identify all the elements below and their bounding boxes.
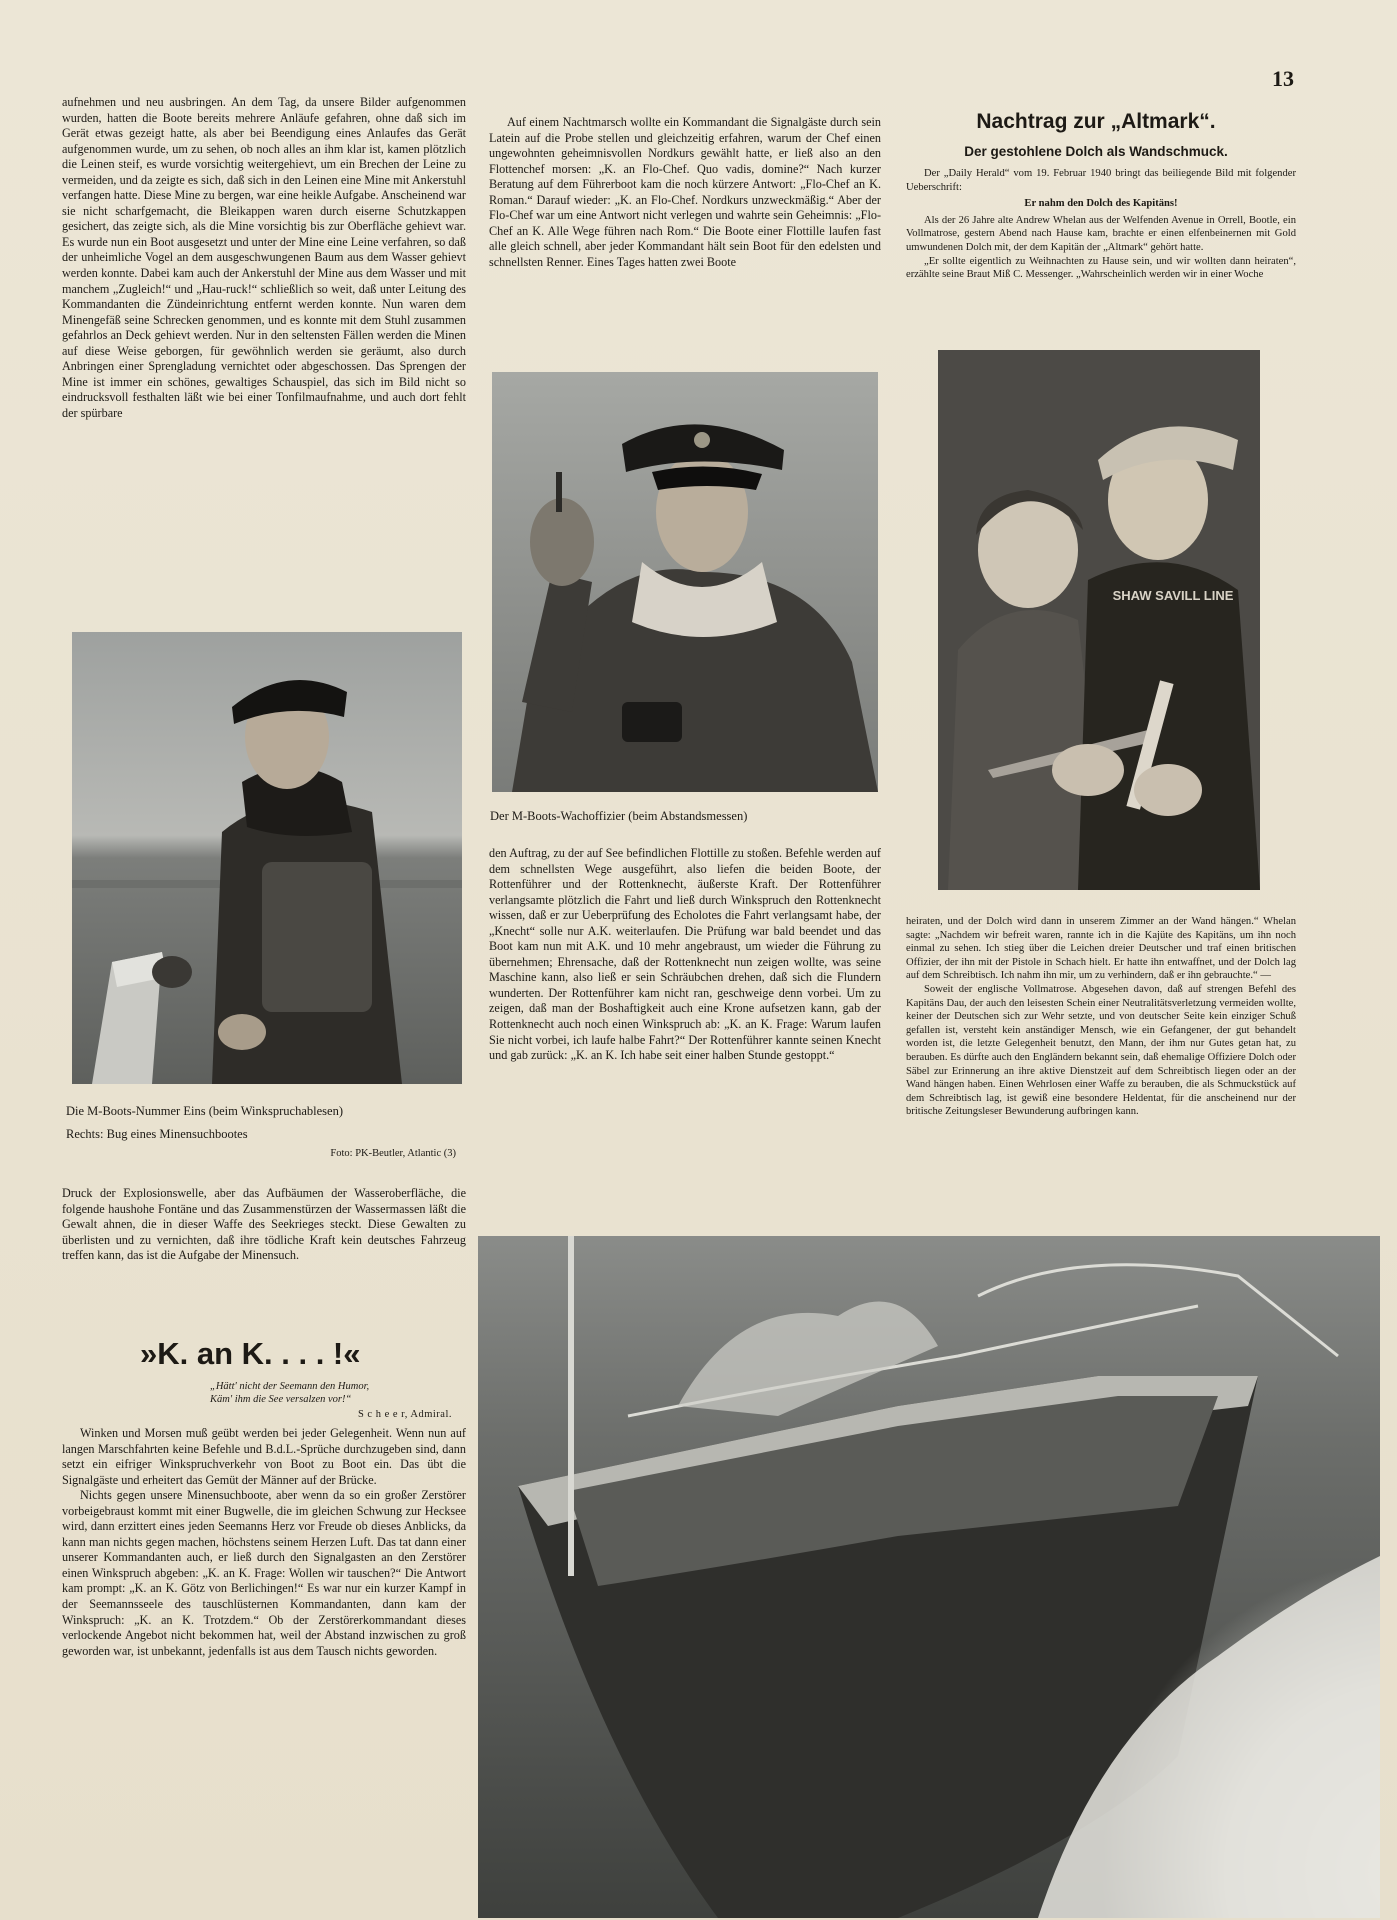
caption-wachoffizier: Der M-Boots-Wachoffizier (beim Abstandsmessen)	[490, 809, 748, 823]
photo-couple-dolch	[938, 350, 1260, 890]
col2-bottom-article	[489, 846, 881, 1206]
sailor-photo-illustration	[72, 632, 462, 1084]
col1-top-text: aufnehmen und neu ausbringen. An dem Tag, da unsere Bilder aufgenommen wurden, hatten die Boote bereits mehrere Anläufe gefahren, ohne daß sich im Gerät etwas gezeigt hatte, als aber bei Beendigung eines Anlaufes das Gerät aufgenommen wurde, um zu sehen, ob noch alles an ihm klar ist, kamen plötzlich die Leinen steif, es wurde vorsichtig weitergehievt, um ein Brechen der Leine zu vermeiden, und da zeigte es sich, daß sich in den Leinen eine Mine mit Ankerstuhl verfangen hatte. Diese Mine zu bergen, war eine heikle Aufgabe. Anscheinend war sie nicht scharfgemacht, die Bleikappen waren durch eiserne Schutzkappen gesichert, das zeigte sich, als die Mine vorsichtig bis zur Oberfläche gehievt war. Es wurde nun ein Boot ausgesetzt und unter der Mine eine Leine verfahren, so daß der unheimliche Vogel an dem ausgeschwungenen Baum aus dem Wasser gehievt werden konnte. Dabei kam auch der Ankerstuhl der Mine aus dem Wasser und mit manchem „Zugleich!“ und „Hau-ruck!“ schließlich so weit, daß unter Leitung des Kommandanten die Zündeinrichtung entfernt werden konnte. Nun waren dem Minengefäß seine Schrecken genommen, und es konnte mit dem Stuhl zusammen gefahrlos an Deck gehievt werden. Nur in den seltensten Fällen werden die Minen auf diese Weise geborgen, für gewöhnlich werden sie geräumt, also durch Anbringen einer Sprengladung vernichtet oder abgeschossen. Das Sprengen der Mine ist immer ein schönes, gewaltiges Schauspiel, das sich im Bild nicht so eindrucksvoll festhalten läßt wie bei einer Tonfilmaufnahme, und auch dort fehlt der spürbare	[62, 95, 466, 420]
col1-bottom-article	[62, 1186, 466, 1316]
col2-top-text: Auf einem Nachtmarsch wollte ein Kommandant die Signalgäste durch sein Latein auf die Probe stellen und gleichzeitig erfahren, warum der Chef einen ungewohnten geheimnisvollen Nordkurs gewählt hatte, er ließ also an den Flottenchef morsen: „K. an Flo-Chef. Quo vadis, domine?“ Nach kurzer Beratung auf dem Führerboot kam die noch kürzere Antwort: „Flo-Chef an K. Roman.“ Darauf wieder: „K. an Flo-Chef. Nordkurs unzweckmäßig.“ Aber der Flo-Chef war um eine Antwort nicht verlegen und wahrte sein Geheimnis: „Flo-Chef an K. Alle Wege führen nach Rom.“ Die Boote einer Flottille laufen fast alle gleich schnell, aber jeder Kommandant hält sein Boot für den edelsten und schnellsten Renner. Eines Tages hatten zwei Boote	[489, 115, 881, 269]
col1-bottom-text: Druck der Explosionswelle, aber das Aufbäumen der Wasseroberfläche, die folgende haushohe Fontäne und das Zusammenstürzen der Wassermassen läßt die Gewalt ahnen, die in dieser Waffe des Seekrieges steckt. Diese Gewalten zu überlisten und zu vernichten, daß ihre tödliche Kraft kein deutsches Fahrzeug treffen kann, das ist die Aufgabe der Minensuch.	[62, 1186, 466, 1263]
kank-para1: Winken und Morsen muß geübt werden bei jeder Gelegenheit. Wenn nun auf langen Marschfahrten keine Befehle und B.d.L.-Sprüche durchzugeben sind, dann setzt ein eifriger Winkspruchverkehr von Boot zu Boot ein. Das übt die Signalgäste und erheitert das Gemüt der Männer auf der Brücke.	[62, 1426, 466, 1487]
altmark-heading: Nachtrag zur „Altmark“.	[976, 110, 1216, 133]
photo-bug-minensuchboot	[478, 1236, 1380, 1918]
officer-photo-illustration	[492, 372, 878, 792]
kank-quote-line2: Käm' ihm die See versalzen vor!“	[210, 1394, 352, 1405]
kank-para2: Nichts gegen unsere Minensuchboote, aber wenn da so ein großer Zerstörer vorbeigebraust kommt mit einer Bugwelle, die im gleichen Schwung zur Hecksee wird, dann erzittert eines jeden Seemanns Herz vor Freude ob dieses Anblicks, da kann man nichts gegen machen, höchstens seinem Herzen Luft. Das tat dann einer unserer Kommandanten auch, er ließ durch den Signalgasten an den Zerstörer einen Winkspruch abgeben: „K. an K. Frage: Wollen wir tauschen?“ Die Antwort kam prompt: „K. an K. Götz von Berlichingen!“ Es war nur ein kurzer Kampf in der Seemannsseele des tauschlüsternen Kommandanten, dann kam der Winkspruch: „K. an K. Trotzdem.“ Ob der Zerstörerkommandant dieses verlockende Angebot nicht bekommen hat, weil der Abstand inzwischen zu groß geworden war, ist unbekannt, jedenfalls ist aus dem Tausch nichts geworden.	[62, 1488, 466, 1658]
caption-rechts-bug: Rechts: Bug eines Minensuchbootes	[66, 1127, 248, 1141]
kank-quote-author: S c h e e r, Admiral.	[357, 1409, 452, 1420]
photo-credit: Foto: PK-Beutler, Atlantic (3)	[330, 1148, 456, 1159]
altmark-intro: Der „Daily Herald“ vom 19. Februar 1940 bringt das beiliegende Bild mit folgender Ueberschrift:	[906, 168, 1296, 193]
photo-m-boots-nummer-eins	[72, 632, 462, 1084]
couple-photo-illustration	[938, 350, 1260, 890]
altmark-sub2: Er nahm den Dolch des Kapitäns!	[1024, 198, 1178, 210]
col2-bottom-text: den Auftrag, zu der auf See befindlichen Flottille zu stoßen. Befehle werden auf dem schnellsten Wege ausgeführt, also liefen die beiden Boote, der Rottenführer und der Rottenknecht, äußerste Kraft. Der Rottenführer verlangsamte plötzlich die Fahrt und ließ durch Winkspruch den Rottenknecht wissen, daß er zur Ueberprüfung des Echolotes die Fahrt verlangsamt habe, der „Knecht“ solle nur A.K. weiterlaufen. Die Prüfung war bald beendet und das Boot kam nun mit A.K. und 10 mehr angebraust, um wieder die Führung zu übernehmen; Ehrensache, daß der Rottenknecht nun zeigen wollte, was seine Maschine kann, also ließ er sein Schräubchen drehen, daß sich die Flundern wunderten. Der Rottenführer kam nicht ran, geschweige denn vorbei. Um zu zeigen, daß man der Boshaftigkeit auch eine Krone aufsetzen kann, gab der Rottenknecht auch noch einen Winkspruch ab: „K. an K. Frage: Warum laufen Sie nicht vorbei, ich laufe halbe Fahrt?“ Der Rottenführer kannte seinen Knecht und gab zurück: „K. an K. Ich habe seit einer halben Stunde gestoppt.“	[489, 846, 881, 1063]
ship-bow-photo-illustration	[478, 1236, 1380, 1918]
altmark-article-bottom	[906, 915, 1296, 1183]
page-number: 13	[1272, 66, 1294, 91]
altmark-subheading: Der gestohlene Dolch als Wandschmuck.	[964, 144, 1228, 159]
col2-top-article	[489, 115, 881, 355]
altmark-article-top	[906, 167, 1296, 297]
altmark-cont: heiraten, und der Dolch wird dann in unserem Zimmer an der Wand hängen.“ Whelan sagte: „Nachdem wir befreit waren, rannte ich in die Kajüte des Kapitäns, um ihn noch einmal zu sehen. Ich stieg über die Leichen dreier Deutscher und traf einen britischen Offizier, der ihn mit der Pistole in Schach hielt. Er hatte ihn entwaffnet, und der Dolch lag auf dem Schreibtisch. Ich nahm ihn mir, um zu verhindern, daß er ihn gebrauchte.“ —	[906, 916, 1296, 982]
col1-top-article	[62, 95, 466, 610]
photo-wachoffizier	[492, 372, 878, 792]
caption-m-boots-nummer-eins: Die M-Boots-Nummer Eins (beim Winkspruchablesen)	[66, 1104, 343, 1118]
kank-quote-line1: „Hätt' nicht der Seemann den Humor,	[210, 1381, 370, 1392]
sweater-text: SHAW SAVILL LINE	[1112, 588, 1234, 603]
kank-heading: »K. an K. . . . !«	[140, 1336, 361, 1371]
altmark-para2: „Er sollte eigentlich zu Weihnachten zu Hause sein, und wir wollten dann heiraten“, erzählte seine Braut Miß C. Messenger. „Wahrscheinlich werden wir in einer Woche	[906, 255, 1296, 281]
altmark-para3: Soweit der englische Vollmatrose. Abgesehen davon, daß auf strengen Befehl des Kapitäns Dau, der auch den leisesten Schein einer Neutralitätsverletzung vermeiden wollte, keiner der Deutschen sich zur Wehr setzte, und von deutscher Seite kein einziger Schuß gefallen ist, versteht kein anständiger Mensch, wie ein Gefangener, der gut behandelt worden ist, die letzte Gelegenheit benutzt, den Mann, der ihm nur Gutes getan hat, zu berauben. Es dürfte auch den Engländern bekannt sein, daß ehemalige Offiziere Dolch oder Säbel zur Erinnerung an ihre aktive Dienstzeit auf dem Schreibtisch liegen oder an der Wand hängen haben. Einen Wehrlosen einer Waffe zu berauben, die als Schmuckstück auf dem Schreibtisch lag, ist gewiß eine besondere Heldentat, für die anscheinend nur der britische Zeitungsleser Bewunderung aufbringen kann.	[906, 983, 1296, 1118]
kank-article	[62, 1426, 466, 1810]
altmark-para1: Als der 26 Jahre alte Andrew Whelan aus der Welfenden Avenue in Orrell, Bootle, ein Vollmatrose, gestern Abend nach Hause kam, brachte er einen elfenbeinernen mit Gold umwundenen Dolch mit, der dem Kapitän der „Altmark“ gehört hatte.	[906, 214, 1296, 253]
